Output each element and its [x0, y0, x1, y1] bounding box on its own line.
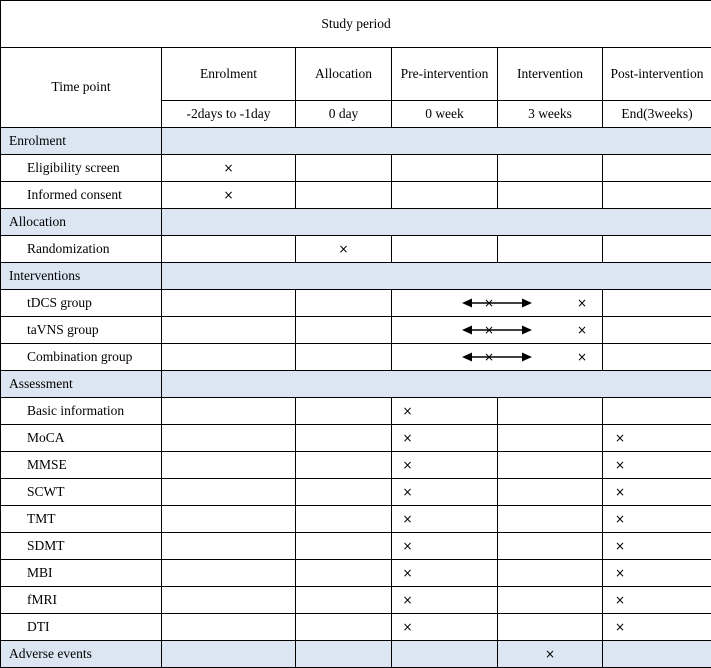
table-row: [1, 290, 711, 317]
table-row: [1, 452, 711, 479]
table-row: [1, 236, 711, 263]
check-mark: ×: [615, 566, 625, 580]
cell-col-1: [162, 560, 296, 587]
cell-col-2: [296, 587, 392, 614]
table-row: [1, 533, 711, 560]
cell-col-4: [498, 587, 603, 614]
cell-col-5: [603, 560, 711, 587]
cell-col-4: [498, 560, 603, 587]
cell-col-1: [162, 290, 296, 317]
cell-col-4: [498, 533, 603, 560]
stage-enrolment-header: Enrolment: [162, 48, 296, 101]
row-label: Randomization: [1, 236, 162, 263]
arrow-head-right: [522, 353, 532, 362]
stage-allocation-header: Allocation: [296, 48, 392, 101]
cell-col-3: [392, 641, 498, 668]
stage-post-intervention-header: Post-intervention: [603, 48, 711, 101]
section-row-interventions: [1, 263, 711, 290]
check-mark: ×: [402, 512, 412, 526]
cell-col-5: [603, 533, 711, 560]
row-label: TMT: [1, 506, 162, 533]
row-label: Basic information: [1, 398, 162, 425]
cell-col-2: [296, 506, 392, 533]
section-fill: [162, 209, 711, 236]
cell-col-3: [392, 614, 498, 641]
check-mark: ×: [402, 593, 412, 607]
cell-col-3: [392, 155, 498, 182]
table-row: [1, 614, 711, 641]
arrow-head-left: [462, 299, 472, 308]
check-mark: ×: [402, 431, 412, 445]
section-label: Adverse events: [1, 641, 162, 668]
cell-col-3: [392, 479, 498, 506]
cell-col-2: [296, 182, 392, 209]
cell-col-4: [498, 425, 603, 452]
check-mark: ×: [402, 404, 412, 418]
row-label: DTI: [1, 614, 162, 641]
cell-col-2: [296, 479, 392, 506]
cell-col-4: [498, 398, 603, 425]
cell-col-2: [296, 641, 392, 668]
cell-col-4: [498, 506, 603, 533]
table-row: [1, 182, 711, 209]
cell-col-4: [498, 641, 603, 668]
check-mark: ×: [223, 188, 233, 202]
arrow-head-left: [462, 326, 472, 335]
check-mark: ×: [615, 458, 625, 472]
section-fill: [162, 128, 711, 155]
cell-col-3: [392, 533, 498, 560]
time-point-header: Time point: [1, 48, 162, 128]
cell-col-5: [603, 452, 711, 479]
timing-pre-intervention: 0 week: [392, 101, 498, 128]
row-label: SCWT: [1, 479, 162, 506]
table-row: [1, 344, 711, 371]
section-label: Allocation: [1, 209, 162, 236]
cell-col-4: [498, 155, 603, 182]
cell-col-4: [498, 236, 603, 263]
cell-col-1: [162, 317, 296, 344]
cell-col-2: [296, 155, 392, 182]
arrow-head-right: [522, 326, 532, 335]
stage-pre-intervention-header: Pre-intervention: [392, 48, 498, 101]
cell-col-2: [296, 317, 392, 344]
cell-col-5: [603, 398, 711, 425]
cell-col-3: [392, 398, 498, 425]
check-mark: ×: [223, 161, 233, 175]
cell-col-2: [296, 533, 392, 560]
check-mark: ×: [545, 647, 555, 661]
cell-col-1: [162, 641, 296, 668]
section-label: Enrolment: [1, 128, 162, 155]
table-row: [1, 155, 711, 182]
cell-col-5: [603, 479, 711, 506]
check-mark: ×: [338, 242, 348, 256]
cell-col-5: [603, 155, 711, 182]
check-mark: ×: [402, 458, 412, 472]
check-mark: ×: [615, 620, 625, 634]
section-row-allocation: [1, 209, 711, 236]
cell-col-3: [392, 452, 498, 479]
row-label: Eligibility screen: [1, 155, 162, 182]
cell-col-5: [603, 344, 711, 371]
section-label: Assessment: [1, 371, 162, 398]
row-label: MoCA: [1, 425, 162, 452]
header-row-stages: [1, 48, 711, 101]
cell-col-4: [498, 452, 603, 479]
row-label: MMSE: [1, 452, 162, 479]
row-label: Informed consent: [1, 182, 162, 209]
check-mark: ×: [577, 350, 587, 364]
cell-col-3: [392, 506, 498, 533]
timing-post-intervention: End(3weeks): [603, 101, 711, 128]
cell-col-5: [603, 641, 711, 668]
check-mark: ×: [402, 566, 412, 580]
double-arrow-icon: [462, 323, 532, 337]
cell-col-5: [603, 317, 711, 344]
cell-col-2: [296, 452, 392, 479]
intervention-span-cell: [392, 344, 603, 371]
table-row: [1, 479, 711, 506]
cell-col-1: [162, 155, 296, 182]
section-label: Interventions: [1, 263, 162, 290]
cell-col-5: [603, 236, 711, 263]
check-mark: ×: [402, 620, 412, 634]
cell-col-2: [296, 614, 392, 641]
cell-col-5: [603, 425, 711, 452]
cell-col-5: [603, 506, 711, 533]
check-mark: ×: [615, 539, 625, 553]
row-label: taVNS group: [1, 317, 162, 344]
intervention-span-cell: [392, 290, 603, 317]
cell-col-1: [162, 182, 296, 209]
section-row-enrolment: [1, 128, 711, 155]
cell-col-2: [296, 560, 392, 587]
cell-col-4: [498, 614, 603, 641]
cell-col-2: [296, 425, 392, 452]
table-row: [1, 425, 711, 452]
row-label: MBI: [1, 560, 162, 587]
timing-enrolment: -2days to -1day: [162, 101, 296, 128]
check-mark: ×: [577, 323, 587, 337]
double-arrow-icon: [462, 350, 532, 364]
cell-col-3: [392, 182, 498, 209]
check-mark: ×: [484, 296, 494, 310]
cell-col-1: [162, 506, 296, 533]
check-mark: ×: [402, 539, 412, 553]
cell-col-3: [392, 587, 498, 614]
section-row-adverse-events: [1, 641, 711, 668]
cell-col-1: [162, 398, 296, 425]
cell-col-2: [296, 398, 392, 425]
cell-col-2: [296, 236, 392, 263]
cell-col-5: [603, 614, 711, 641]
table-body: [1, 1, 711, 668]
stage-intervention-header: Intervention: [498, 48, 603, 101]
section-row-assessment: [1, 371, 711, 398]
row-label: SDMT: [1, 533, 162, 560]
timing-intervention: 3 weeks: [498, 101, 603, 128]
table-row: [1, 560, 711, 587]
cell-col-1: [162, 587, 296, 614]
cell-col-3: [392, 236, 498, 263]
arrow-head-right: [522, 299, 532, 308]
table-row: [1, 587, 711, 614]
cell-col-5: [603, 182, 711, 209]
cell-col-2: [296, 344, 392, 371]
check-mark: ×: [577, 296, 587, 310]
section-fill: [162, 263, 711, 290]
cell-col-5: [603, 587, 711, 614]
intervention-span-cell: [392, 317, 603, 344]
check-mark: ×: [402, 485, 412, 499]
section-fill: [162, 371, 711, 398]
table-row: [1, 317, 711, 344]
cell-col-1: [162, 479, 296, 506]
check-mark: ×: [484, 323, 494, 337]
table-row: [1, 398, 711, 425]
cell-col-1: [162, 344, 296, 371]
row-label: Combination group: [1, 344, 162, 371]
check-mark: ×: [615, 512, 625, 526]
cell-col-1: [162, 533, 296, 560]
cell-col-2: [296, 290, 392, 317]
cell-col-1: [162, 452, 296, 479]
row-label: tDCS group: [1, 290, 162, 317]
double-arrow-icon: [462, 296, 532, 310]
table-row: [1, 506, 711, 533]
cell-col-4: [498, 479, 603, 506]
study-period-header: Study period: [1, 1, 711, 48]
cell-col-5: [603, 290, 711, 317]
cell-col-3: [392, 560, 498, 587]
cell-col-1: [162, 425, 296, 452]
row-label: fMRI: [1, 587, 162, 614]
cell-col-3: [392, 425, 498, 452]
check-mark: ×: [615, 593, 625, 607]
arrow-head-left: [462, 353, 472, 362]
cell-col-1: [162, 236, 296, 263]
check-mark: ×: [484, 350, 494, 364]
check-mark: ×: [615, 431, 625, 445]
timing-allocation: 0 day: [296, 101, 392, 128]
cell-col-4: [498, 182, 603, 209]
cell-col-1: [162, 614, 296, 641]
header-row-study-period: [1, 1, 711, 48]
check-mark: ×: [615, 485, 625, 499]
